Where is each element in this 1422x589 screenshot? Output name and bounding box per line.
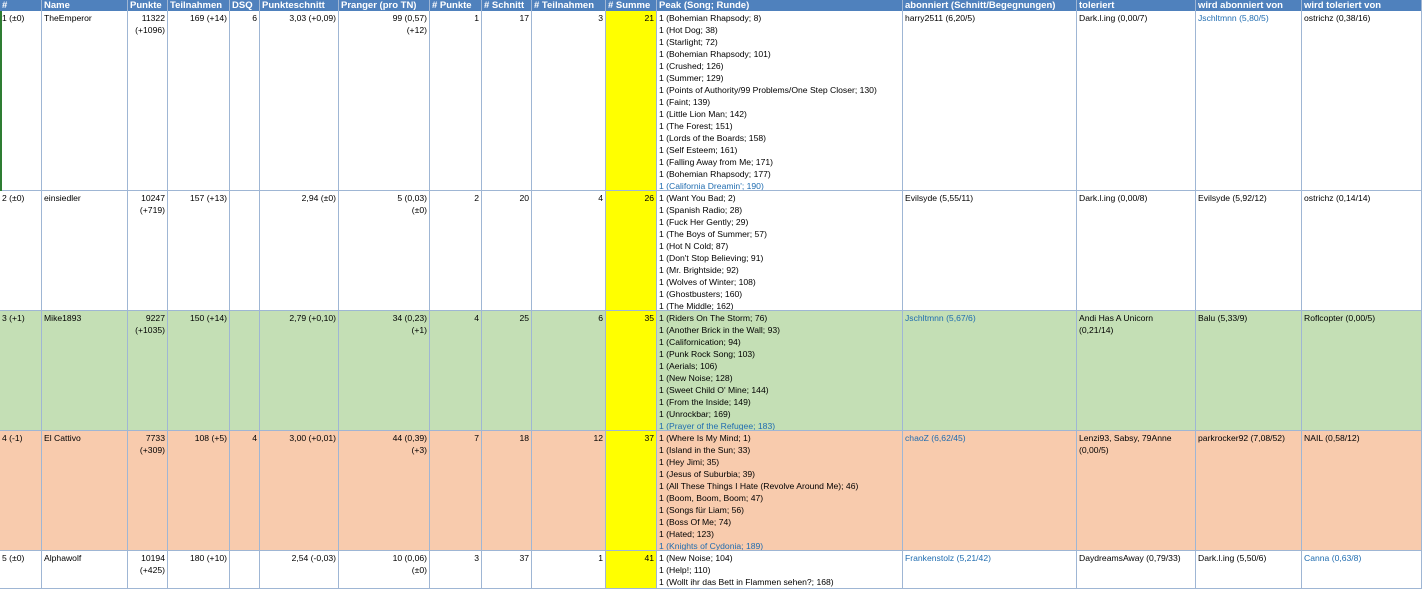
cell-n-teilnahmen[interactable] bbox=[532, 191, 606, 311]
toleriert-value: Andi Has A Unicorn bbox=[1079, 313, 1154, 323]
cell-teilnahmen[interactable] bbox=[168, 311, 230, 431]
toleriert-value: DaydreamsAway (0,79/33) bbox=[1079, 553, 1181, 563]
cell-teilnahmen[interactable] bbox=[168, 431, 230, 551]
wird-toleriert-value: ostrichz (0,14/14) bbox=[1304, 193, 1371, 203]
peak-entry: 1 (Want You Bad; 2) bbox=[659, 193, 736, 203]
peak-entry: 1 (Hated; 123) bbox=[659, 529, 714, 539]
cell-pranger[interactable] bbox=[339, 311, 430, 431]
cell-rank[interactable] bbox=[0, 551, 42, 589]
cell-n-teilnahmen[interactable] bbox=[532, 551, 606, 589]
dsq-value bbox=[232, 312, 257, 324]
peak-entry: 1 (Wolves of Winter; 108) bbox=[659, 277, 756, 287]
peak-entry: 1 (The Middle; 162) bbox=[659, 301, 734, 311]
cell-n-schnitt[interactable] bbox=[482, 311, 532, 431]
cell-toleriert[interactable] bbox=[1077, 311, 1196, 431]
rank-value: 3 (+1) bbox=[2, 313, 25, 323]
header-n-teilnahmen[interactable]: # Teilnahmen bbox=[532, 0, 606, 11]
wird-toleriert-value: NAIL (0,58/12) bbox=[1304, 433, 1360, 443]
peak-entry: 1 (Starlight; 72) bbox=[659, 37, 718, 47]
pranger-value: 5 (0,03) bbox=[397, 193, 427, 203]
cell-peaks[interactable] bbox=[657, 191, 903, 311]
header-teilnahmen[interactable]: Teilnahmen bbox=[168, 0, 230, 11]
cell-wird-abonniert[interactable] bbox=[1196, 431, 1302, 551]
cell-n-punkte[interactable] bbox=[430, 311, 482, 431]
peak-entry: 1 (Summer; 129) bbox=[659, 73, 724, 83]
cell-toleriert[interactable] bbox=[1077, 431, 1196, 551]
n-summe-value: 26 bbox=[644, 193, 654, 203]
pranger-delta: (+1) bbox=[411, 325, 427, 335]
header-peak[interactable]: Peak (Song; Runde) bbox=[657, 0, 903, 11]
peak-entry: 1 (The Boys of Summer; 57) bbox=[659, 229, 767, 239]
n-summe-value: 35 bbox=[644, 313, 654, 323]
row-marker bbox=[0, 11, 2, 191]
punkte-value: 10247 bbox=[141, 193, 165, 203]
peak-entry: 1 (Another Brick in the Wall; 93) bbox=[659, 325, 780, 335]
toleriert-value: Dark.l.ing (0,00/7) bbox=[1079, 13, 1148, 23]
cell-n-punkte[interactable] bbox=[430, 11, 482, 191]
header-punkte[interactable]: Punkte bbox=[128, 0, 168, 11]
cell-rank[interactable] bbox=[0, 311, 42, 431]
header-n-punkte[interactable]: # Punkte bbox=[430, 0, 482, 11]
peak-entry: 1 (Jesus of Suburbia; 39) bbox=[659, 469, 756, 479]
peak-entry: 1 (The Forest; 151) bbox=[659, 121, 733, 131]
cell-n-schnitt[interactable] bbox=[482, 431, 532, 551]
peak-entry: 1 (Prayer of the Refugee; 183) bbox=[659, 421, 776, 431]
abonniert-value: chaoZ (6,62/45) bbox=[905, 433, 966, 443]
rank-value: 4 (-1) bbox=[2, 433, 23, 443]
rank-value: 5 (±0) bbox=[2, 553, 25, 563]
cell-n-summe[interactable] bbox=[606, 551, 657, 589]
toleriert-value-cont: (0,21/14) bbox=[1079, 325, 1114, 335]
peak-entry: 1 (New Noise; 128) bbox=[659, 373, 733, 383]
cell-n-schnitt[interactable] bbox=[482, 191, 532, 311]
peak-entry: 1 (Boom, Boom, Boom; 47) bbox=[659, 493, 764, 503]
n-schnitt-value: 20 bbox=[519, 193, 529, 203]
cell-n-summe[interactable] bbox=[606, 431, 657, 551]
wird-abonniert-value: Jschltmnn (5,80/5) bbox=[1198, 13, 1269, 23]
punkteschnitt-value: 3,00 (+0,01) bbox=[289, 433, 336, 443]
header-pranger[interactable]: Pranger (pro TN) bbox=[339, 0, 430, 11]
punkteschnitt-value: 3,03 (+0,09) bbox=[289, 13, 336, 23]
n-punkte-value: 3 bbox=[474, 553, 479, 563]
rank-value: 2 (±0) bbox=[2, 193, 25, 203]
name-value: Alphawolf bbox=[44, 553, 82, 563]
pranger-value: 34 (0,23) bbox=[392, 313, 427, 323]
header-name[interactable]: Name bbox=[42, 0, 128, 11]
cell-punkte[interactable] bbox=[128, 191, 168, 311]
punkte-delta: (+309) bbox=[139, 445, 165, 455]
abonniert-value: Evilsyde (5,55/11) bbox=[905, 193, 974, 203]
dsq-value: 6 bbox=[252, 13, 257, 23]
cell-n-teilnahmen[interactable] bbox=[532, 11, 606, 191]
cell-peaks[interactable] bbox=[657, 431, 903, 551]
cell-name[interactable] bbox=[42, 11, 128, 191]
abonniert-value: Jschltmnn (5,67/6) bbox=[905, 313, 976, 323]
cell-teilnahmen[interactable] bbox=[168, 551, 230, 589]
peak-entry: 1 (Bohemian Rhapsody; 8) bbox=[659, 13, 762, 23]
peak-entry: 1 (Crushed; 126) bbox=[659, 61, 724, 71]
pranger-delta: (+3) bbox=[411, 445, 427, 455]
punkte-delta: (+1096) bbox=[135, 25, 165, 35]
cell-pranger[interactable] bbox=[339, 551, 430, 589]
cell-punkteschnitt[interactable] bbox=[260, 11, 339, 191]
peak-entry: 1 (Californication; 94) bbox=[659, 337, 741, 347]
header-n-schnitt[interactable]: # Schnitt bbox=[482, 0, 532, 11]
name-value: Mike1893 bbox=[44, 313, 82, 323]
punkteschnitt-value: 2,94 (±0) bbox=[301, 193, 336, 203]
peak-entry: 1 (Points of Authority/99 Problems/One Step Closer; 130) bbox=[659, 85, 877, 95]
cell-pranger[interactable] bbox=[339, 11, 430, 191]
n-summe-value: 37 bbox=[644, 433, 654, 443]
wird-toleriert-value: Canna (0,63/8) bbox=[1304, 553, 1362, 563]
cell-wird-abonniert[interactable] bbox=[1196, 311, 1302, 431]
cell-punkte[interactable] bbox=[128, 311, 168, 431]
cell-teilnahmen[interactable] bbox=[168, 11, 230, 191]
dsq-value: 4 bbox=[252, 433, 257, 443]
n-teilnahmen-value: 6 bbox=[598, 313, 603, 323]
n-schnitt-value: 17 bbox=[519, 13, 529, 23]
peak-entry: 1 (Self Esteem; 161) bbox=[659, 145, 738, 155]
peak-entry: 1 (Hot N Cold; 87) bbox=[659, 241, 729, 251]
n-teilnahmen-value: 12 bbox=[593, 433, 603, 443]
punkteschnitt-value: 2,79 (+0,10) bbox=[289, 313, 336, 323]
cell-abonniert[interactable] bbox=[903, 11, 1077, 191]
peak-entry: 1 (Punk Rock Song; 103) bbox=[659, 349, 756, 359]
peak-entry: 1 (All These Things I Hate (Revolve Around Me); 46) bbox=[659, 481, 859, 491]
peak-entry: 1 (New Noise; 104) bbox=[659, 553, 733, 563]
cell-punkte[interactable] bbox=[128, 431, 168, 551]
peak-entry: 1 (Unrockbar; 169) bbox=[659, 409, 731, 419]
cell-wird-toleriert[interactable] bbox=[1302, 431, 1422, 551]
teilnahmen-value: 169 (+14) bbox=[189, 13, 227, 23]
cell-punkte[interactable] bbox=[128, 551, 168, 589]
cell-n-teilnahmen[interactable] bbox=[532, 311, 606, 431]
cell-toleriert[interactable] bbox=[1077, 551, 1196, 589]
peak-entry: 1 (Where Is My Mind; 1) bbox=[659, 433, 751, 443]
peak-entry: 1 (California Dreamin'; 190) bbox=[659, 181, 764, 191]
wird-abonniert-value: Balu (5,33/9) bbox=[1198, 313, 1248, 323]
peak-entry: 1 (Faint; 139) bbox=[659, 97, 711, 107]
header-punkteschnitt[interactable]: Punkteschnitt bbox=[260, 0, 339, 11]
cell-name[interactable] bbox=[42, 551, 128, 589]
n-teilnahmen-value: 4 bbox=[598, 193, 603, 203]
peak-entry: 1 (Bohemian Rhapsody; 101) bbox=[659, 49, 771, 59]
wird-toleriert-value: Roflcopter (0,00/5) bbox=[1304, 313, 1376, 323]
peak-entry: 1 (Bohemian Rhapsody; 177) bbox=[659, 169, 771, 179]
pranger-value: 44 (0,39) bbox=[392, 433, 427, 443]
cell-n-summe[interactable] bbox=[606, 191, 657, 311]
peak-entry: 1 (Fuck Her Gently; 29) bbox=[659, 217, 749, 227]
cell-rank[interactable] bbox=[0, 431, 42, 551]
cell-wird-toleriert[interactable] bbox=[1302, 311, 1422, 431]
pranger-value: 10 (0,06) bbox=[392, 553, 427, 563]
header-wird-toleriert[interactable]: wird toleriert von bbox=[1302, 0, 1422, 11]
header-n-summe[interactable]: # Summe bbox=[606, 0, 657, 11]
peak-entry: 1 (Don't Stop Believing; 91) bbox=[659, 253, 764, 263]
peak-entry: 1 (Help!; 110) bbox=[659, 565, 711, 575]
name-value: El Cattivo bbox=[44, 433, 81, 443]
toleriert-value: Dark.l.ing (0,00/8) bbox=[1079, 193, 1148, 203]
punkte-value: 7733 bbox=[145, 433, 165, 443]
header-toleriert[interactable]: toleriert bbox=[1077, 0, 1196, 11]
cell-n-punkte[interactable] bbox=[430, 191, 482, 311]
n-schnitt-value: 37 bbox=[519, 553, 529, 563]
cell-dsq[interactable] bbox=[230, 11, 260, 191]
cell-dsq[interactable] bbox=[230, 431, 260, 551]
cell-peaks[interactable] bbox=[657, 551, 903, 589]
teilnahmen-value: 108 (+5) bbox=[194, 433, 227, 443]
cell-dsq[interactable] bbox=[230, 551, 260, 589]
peak-entry: 1 (Spanish Radio; 28) bbox=[659, 205, 743, 215]
toleriert-value-cont: (0,00/5) bbox=[1079, 445, 1109, 455]
cell-teilnahmen[interactable] bbox=[168, 191, 230, 311]
cell-dsq[interactable] bbox=[230, 311, 260, 431]
wird-toleriert-value: ostrichz (0,38/16) bbox=[1304, 13, 1371, 23]
punkteschnitt-value: 2,54 (-0,03) bbox=[291, 553, 336, 563]
punkte-delta: (+1035) bbox=[135, 325, 165, 335]
cell-toleriert[interactable] bbox=[1077, 191, 1196, 311]
name-value: TheEmperor bbox=[44, 13, 92, 23]
cell-punkteschnitt[interactable] bbox=[260, 191, 339, 311]
cell-punkte[interactable] bbox=[128, 11, 168, 191]
cell-wird-abonniert[interactable] bbox=[1196, 11, 1302, 191]
cell-dsq[interactable] bbox=[230, 191, 260, 311]
cell-wird-abonniert[interactable] bbox=[1196, 551, 1302, 589]
n-teilnahmen-value: 3 bbox=[598, 13, 603, 23]
wird-abonniert-value: Evilsyde (5,92/12) bbox=[1198, 193, 1267, 203]
peak-entry: 1 (Sweet Child O' Mine; 144) bbox=[659, 385, 769, 395]
cell-punkteschnitt[interactable] bbox=[260, 551, 339, 589]
cell-wird-toleriert[interactable] bbox=[1302, 191, 1422, 311]
dsq-value bbox=[232, 192, 257, 204]
cell-punkteschnitt[interactable] bbox=[260, 431, 339, 551]
header-dsq[interactable]: DSQ bbox=[230, 0, 260, 11]
peak-entry: 1 (Wollt ihr das Bett in Flammen sehen?; 168) bbox=[659, 577, 834, 587]
cell-pranger[interactable] bbox=[339, 191, 430, 311]
cell-name[interactable] bbox=[42, 311, 128, 431]
n-schnitt-value: 25 bbox=[519, 313, 529, 323]
cell-wird-abonniert[interactable] bbox=[1196, 191, 1302, 311]
cell-wird-toleriert[interactable] bbox=[1302, 11, 1422, 191]
n-teilnahmen-value: 1 bbox=[598, 553, 603, 563]
header-wird-abonniert[interactable]: wird abonniert von bbox=[1196, 0, 1302, 11]
teilnahmen-value: 150 (+14) bbox=[189, 313, 227, 323]
punkte-value: 11322 bbox=[141, 13, 165, 23]
header-abonniert[interactable]: abonniert (Schnitt/Begegnungen) bbox=[903, 0, 1077, 11]
punkte-value: 10194 bbox=[141, 553, 165, 563]
cell-peaks[interactable] bbox=[657, 11, 903, 191]
cell-punkteschnitt[interactable] bbox=[260, 311, 339, 431]
cell-abonniert[interactable] bbox=[903, 191, 1077, 311]
peak-entry: 1 (Falling Away from Me; 171) bbox=[659, 157, 773, 167]
cell-n-punkte[interactable] bbox=[430, 551, 482, 589]
peak-entry: 1 (Ghostbusters; 160) bbox=[659, 289, 743, 299]
teilnahmen-value: 157 (+13) bbox=[189, 193, 227, 203]
peak-entry: 1 (Mr. Brightside; 92) bbox=[659, 265, 739, 275]
cell-name[interactable] bbox=[42, 431, 128, 551]
wird-abonniert-value: parkrocker92 (7,08/52) bbox=[1198, 433, 1285, 443]
wird-abonniert-value: Dark.l.ing (5,50/6) bbox=[1198, 553, 1267, 563]
n-punkte-value: 1 bbox=[474, 13, 479, 23]
peak-entry: 1 (From the Inside; 149) bbox=[659, 397, 751, 407]
punkte-value: 9227 bbox=[145, 313, 165, 323]
peak-entry: 1 (Knights of Cydonia; 189) bbox=[659, 541, 764, 551]
peak-entry: 1 (Riders On The Storm; 76) bbox=[659, 313, 768, 323]
toleriert-value: Lenzi93, Sabsy, 79Anne bbox=[1079, 433, 1172, 443]
n-summe-value: 21 bbox=[644, 13, 654, 23]
rank-value: 1 (±0) bbox=[2, 13, 25, 23]
cell-abonniert[interactable] bbox=[903, 311, 1077, 431]
header-rank[interactable]: # bbox=[0, 0, 42, 11]
cell-rank[interactable] bbox=[0, 11, 42, 191]
cell-pranger[interactable] bbox=[339, 431, 430, 551]
pranger-value: 99 (0,57) bbox=[392, 13, 427, 23]
n-punkte-value: 7 bbox=[474, 433, 479, 443]
cell-rank[interactable] bbox=[0, 191, 42, 311]
cell-n-schnitt[interactable] bbox=[482, 551, 532, 589]
n-schnitt-value: 18 bbox=[519, 433, 529, 443]
cell-n-schnitt[interactable] bbox=[482, 11, 532, 191]
dsq-value bbox=[232, 552, 257, 564]
n-punkte-value: 4 bbox=[474, 313, 479, 323]
cell-n-teilnahmen[interactable] bbox=[532, 431, 606, 551]
pranger-delta: (+12) bbox=[406, 25, 427, 35]
abonniert-value: Frankenstolz (5,21/42) bbox=[905, 553, 991, 563]
peak-entry: 1 (Hey Jimi; 35) bbox=[659, 457, 720, 467]
cell-toleriert[interactable] bbox=[1077, 11, 1196, 191]
cell-peaks[interactable] bbox=[657, 311, 903, 431]
n-punkte-value: 2 bbox=[474, 193, 479, 203]
cell-n-punkte[interactable] bbox=[430, 431, 482, 551]
cell-name[interactable] bbox=[42, 191, 128, 311]
cell-n-summe[interactable] bbox=[606, 11, 657, 191]
name-value: einsiedler bbox=[44, 193, 81, 203]
pranger-delta: (±0) bbox=[411, 565, 427, 575]
cell-abonniert[interactable] bbox=[903, 551, 1077, 589]
peak-entry: 1 (Boss Of Me; 74) bbox=[659, 517, 732, 527]
peak-entry: 1 (Aerials; 106) bbox=[659, 361, 718, 371]
punkte-delta: (+425) bbox=[139, 565, 165, 575]
peak-entry: 1 (Lords of the Boards; 158) bbox=[659, 133, 767, 143]
peak-entry: 1 (Little Lion Man; 142) bbox=[659, 109, 747, 119]
pranger-delta: (±0) bbox=[411, 205, 427, 215]
peak-entry: 1 (Hot Dog; 38) bbox=[659, 25, 718, 35]
punkte-delta: (+719) bbox=[139, 205, 165, 215]
peak-entry: 1 (Songs für Liam; 56) bbox=[659, 505, 745, 515]
n-summe-value: 41 bbox=[644, 553, 654, 563]
teilnahmen-value: 180 (+10) bbox=[189, 553, 227, 563]
peak-entry: 1 (Island in the Sun; 33) bbox=[659, 445, 751, 455]
cell-wird-toleriert[interactable] bbox=[1302, 551, 1422, 589]
abonniert-value: harry2511 (6,20/5) bbox=[905, 13, 976, 23]
cell-abonniert[interactable] bbox=[903, 431, 1077, 551]
cell-n-summe[interactable] bbox=[606, 311, 657, 431]
